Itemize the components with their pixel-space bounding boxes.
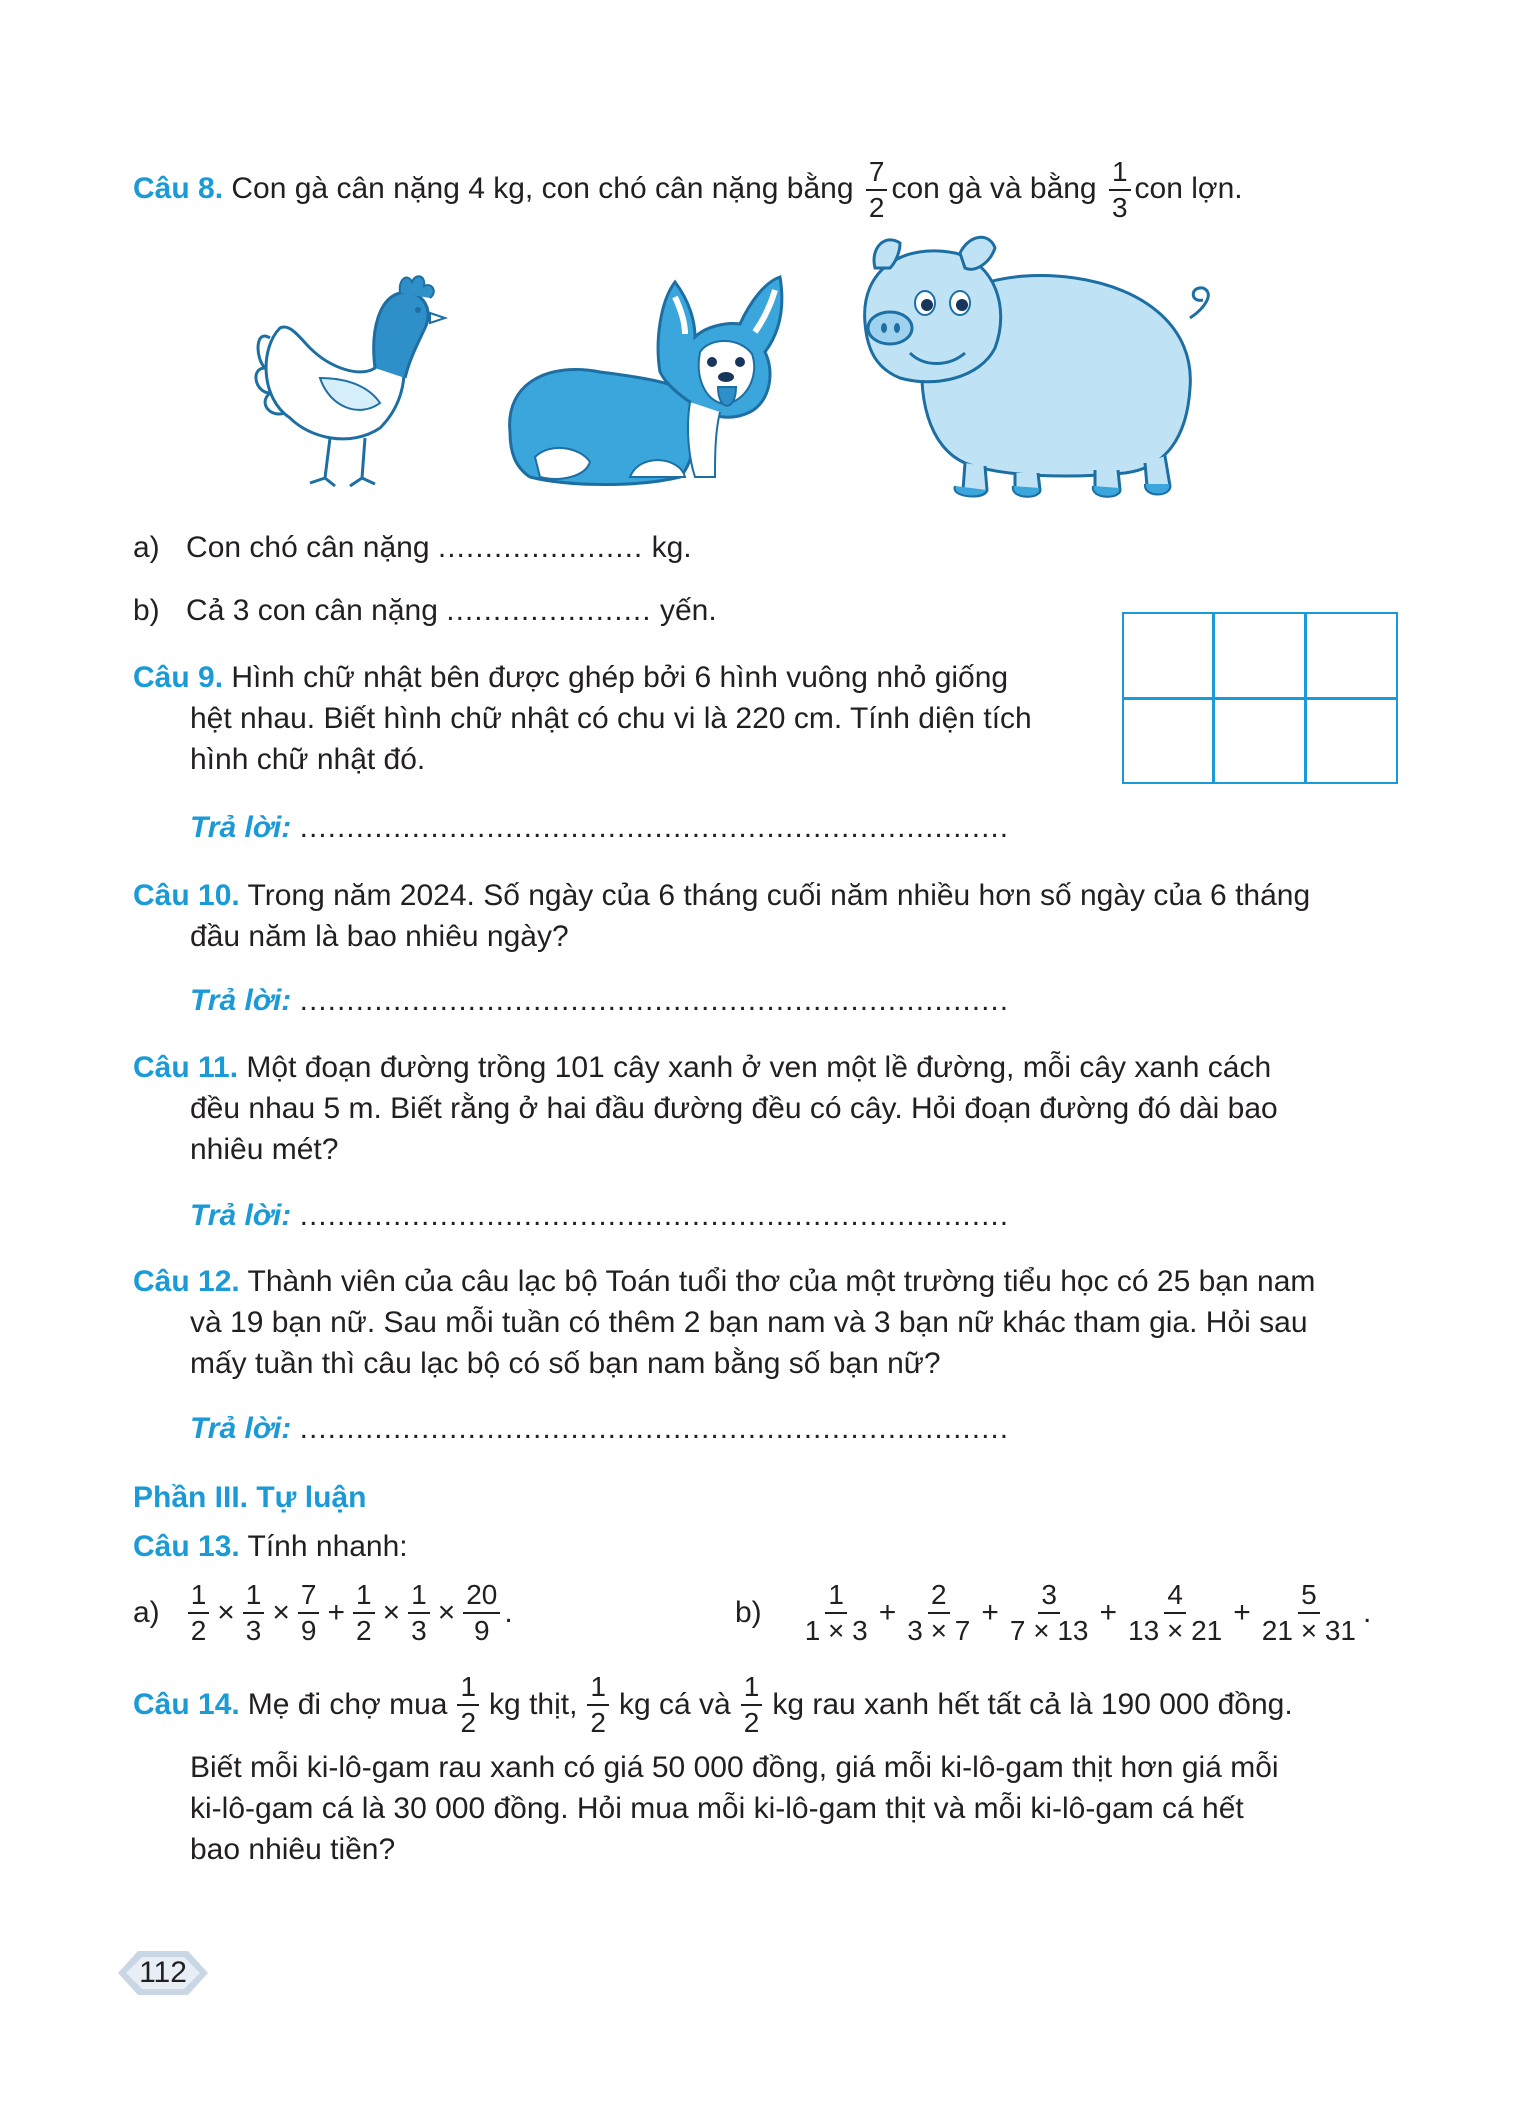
q13-a-expression: [133, 1578, 513, 1648]
answer-label: Trả lời:: [190, 1412, 292, 1445]
q10-line-1: [133, 876, 1310, 916]
q10-line-2: đầu năm là bao nhiêu ngày?: [190, 920, 569, 953]
q13-a-frac: $\frac{1}{3}$: [408, 1581, 430, 1645]
q8-fraction-1: $\frac{7}{2}$: [866, 158, 888, 222]
q11-line-1: [133, 1048, 1271, 1088]
q8-b-blank[interactable]: ......................: [446, 594, 652, 627]
q9-answer-line: [190, 808, 1009, 848]
answer-blank[interactable]: ............................................................................: [299, 811, 1010, 844]
q8-b-unit: yến.: [659, 594, 717, 627]
plus-sign: +: [1233, 1596, 1251, 1629]
q8-stem: [133, 158, 1243, 222]
q11-line-2: đều nhau 5 m. Biết rằng ở hai đầu đường đều có cây. Hỏi đoạn đường đó dài bao: [190, 1092, 1278, 1125]
q8-text-a: Con gà cân nặng 4 kg, con chó cân nặng bằng: [231, 171, 854, 205]
q14-text-2: kg thịt,: [489, 1688, 578, 1721]
q12-line-3: mấy tuần thì câu lạc bộ có số bạn nam bằng số bạn nữ?: [190, 1347, 941, 1380]
q8-a-blank[interactable]: ......................: [437, 531, 644, 564]
q14-text-3: kg cá và: [619, 1688, 731, 1721]
times-sign: ×: [272, 1596, 290, 1629]
q13-a-frac: $\frac{1}{2}$: [188, 1581, 210, 1645]
q13-a-label: a): [133, 1596, 160, 1629]
q8-label: Câu 8.: [133, 171, 224, 205]
period: .: [1362, 1596, 1372, 1629]
q12-label: Câu 12.: [133, 1265, 240, 1298]
q9-label: Câu 9.: [133, 661, 224, 694]
q13-b-frac: $\frac{1}{1 \times 3}$: [804, 1579, 868, 1646]
q14-frac: $\frac{1}{2}$: [741, 1673, 763, 1737]
q13-b-frac: $\frac{4}{13 \times 21}$: [1128, 1579, 1223, 1646]
q8-fraction-2: $\frac{1}{3}$: [1109, 158, 1131, 222]
q14-text-1: Mẹ đi chợ mua: [247, 1688, 448, 1721]
q13-a-frac: $\frac{20}{9}$: [463, 1581, 500, 1645]
period: .: [504, 1596, 513, 1629]
q10-text-1: Trong năm 2024. Số ngày của 6 tháng cuối năm nhiều hơn số ngày của 6 tháng: [247, 879, 1311, 912]
corgi-dog-illustration: [490, 262, 790, 512]
times-sign: ×: [437, 1596, 456, 1629]
q14-frac: $\frac{1}{2}$: [587, 1673, 609, 1737]
q13-stem: [133, 1527, 408, 1567]
q9-line-2: hệt nhau. Biết hình chữ nhật có chu vi là 220 cm. Tính diện tích: [190, 702, 1032, 735]
plus-sign: +: [878, 1596, 897, 1629]
q13-label: Câu 13.: [133, 1530, 240, 1563]
answer-label: Trả lời:: [190, 1199, 292, 1232]
q13-a-frac: $\frac{1}{2}$: [353, 1581, 375, 1645]
q14-frac: $\frac{1}{2}$: [457, 1673, 479, 1737]
part3-title: Phần III. Tự luận: [133, 1481, 367, 1514]
q8-a-label: a): [133, 531, 160, 564]
q11-label: Câu 11.: [133, 1051, 239, 1084]
q14-line-4: bao nhiêu tiền?: [190, 1833, 396, 1866]
q13-b-frac: $\frac{2}{3 \times 7}$: [907, 1579, 971, 1646]
q14-line-3: ki-lô-gam cá là 30 000 đồng. Hỏi mua mỗi ki-lô-gam thịt và mỗi ki-lô-gam cá hết: [190, 1792, 1244, 1825]
q12-answer-line: [190, 1409, 1009, 1449]
q14-label: Câu 14.: [133, 1688, 240, 1721]
q13-a-frac: $\frac{1}{3}$: [243, 1581, 265, 1645]
q13-b-frac: $\frac{5}{21 \times 31}$: [1261, 1579, 1356, 1646]
hen-illustration: [250, 268, 450, 508]
q8-a-text: Con chó cân nặng: [186, 531, 430, 564]
q12-text-1: Thành viên của câu lạc bộ Toán tuổi thơ của một trường tiểu học có 25 bạn nam: [247, 1265, 1316, 1298]
q8-b-label: b): [133, 594, 160, 627]
q8-text-b: con gà và bằng: [891, 171, 1097, 205]
q13-b-expression: [735, 1578, 1371, 1648]
pig-illustration: [845, 228, 1220, 508]
answer-blank[interactable]: ............................................................................: [299, 1412, 1010, 1445]
q8-a-unit: kg.: [651, 531, 692, 564]
answer-label: Trả lời:: [190, 984, 292, 1017]
q10-answer-line: [190, 981, 1009, 1021]
plus-sign: +: [1099, 1596, 1118, 1629]
q13-b-frac: $\frac{3}{7 \times 13}$: [1009, 1579, 1089, 1646]
times-sign: ×: [382, 1596, 401, 1629]
q11-answer-line: [190, 1196, 1009, 1236]
q12-line-2: và 19 bạn nữ. Sau mỗi tuần có thêm 2 bạn nam và 3 bạn nữ khác tham gia. Hỏi sau: [190, 1306, 1308, 1339]
q9-line-1: [133, 658, 1008, 698]
q9-text-1: Hình chữ nhật bên được ghép bởi 6 hình vuông nhỏ giống: [231, 661, 1009, 694]
plus-sign: +: [327, 1596, 346, 1629]
q13-a-frac: $\frac{7}{9}$: [298, 1581, 320, 1645]
q8-part-a: [133, 528, 692, 568]
answer-blank[interactable]: ............................................................................: [299, 984, 1010, 1017]
q8-b-text: Cả 3 con cân nặng: [186, 594, 438, 627]
q12-line-1: [133, 1262, 1315, 1302]
answer-blank[interactable]: ............................................................................: [299, 1199, 1010, 1232]
q11-text-1: Một đoạn đường trồng 101 cây xanh ở ven một lề đường, mỗi cây xanh cách: [246, 1051, 1272, 1084]
q8-part-b: [133, 591, 717, 631]
answer-label: Trả lời:: [190, 811, 292, 844]
q14-text-4: kg rau xanh hết tất cả là 190 000 đồng.: [772, 1688, 1293, 1721]
q11-line-3: nhiêu mét?: [190, 1133, 339, 1166]
q14-line-2: Biết mỗi ki-lô-gam rau xanh có giá 50 000 đồng, giá mỗi ki-lô-gam thịt hơn giá mỗi: [190, 1751, 1279, 1784]
q13-b-label: b): [735, 1596, 762, 1629]
q10-label: Câu 10.: [133, 879, 240, 912]
plus-sign: +: [981, 1596, 999, 1629]
q8-text-c: con lợn.: [1134, 171, 1243, 205]
q14-line-1: [133, 1670, 1293, 1740]
q13-text: Tính nhanh:: [247, 1530, 408, 1563]
times-sign: ×: [217, 1596, 235, 1629]
q9-line-3: hình chữ nhật đó.: [190, 743, 426, 776]
page-number: 112: [139, 1956, 187, 1989]
